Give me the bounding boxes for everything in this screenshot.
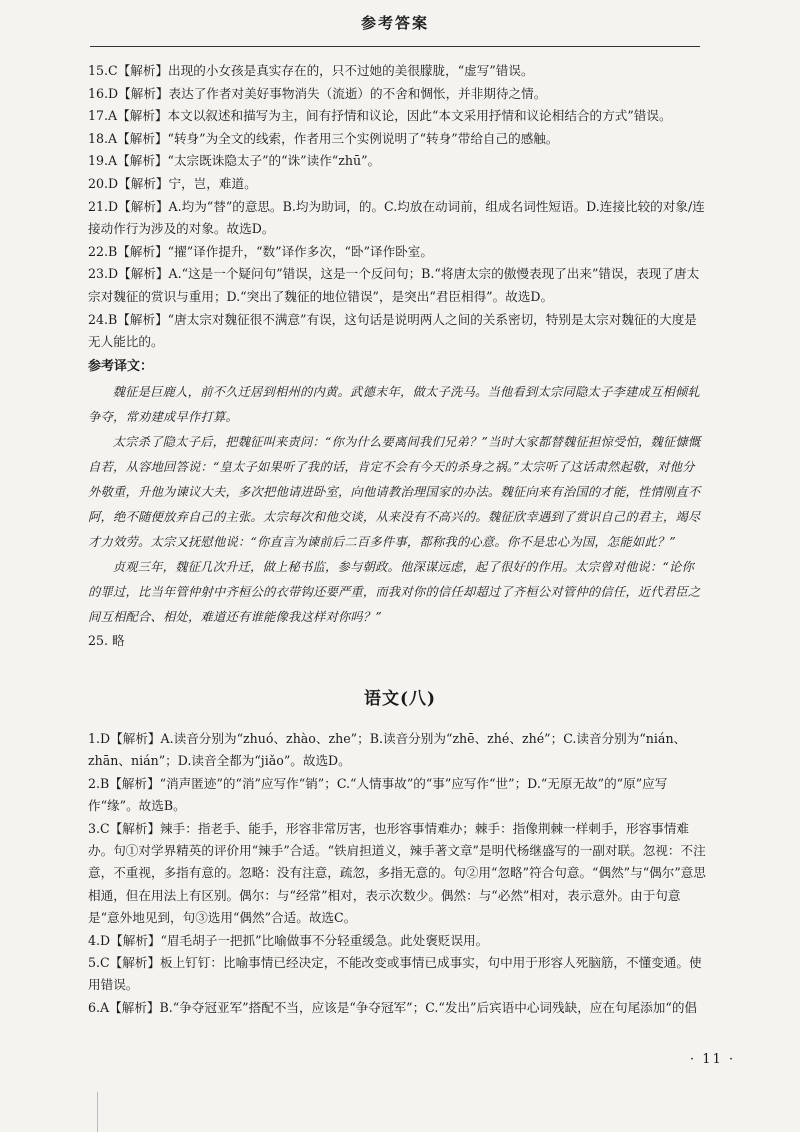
answer-item: 15.C【解析】出现的小女孩是真实存在的，只不过她的美很朦胧，“虚写”错误。 xyxy=(88,63,534,78)
translation-paragraph: 太宗杀了隐太子后，把魏征叫来责问：“你为什么要离间我们兄弟？”当时大家都替魏征担惊受怕，魏征慷慨自若，从容地回答说：“皇太子如果听了我的话，肯定不会有今天的杀身之祸。”太宗听了这话肃然起敬，对他分外敬重，升他为谏议大夫，多次把他请进卧室，向他请教治理国家的办法。魏征向来有治国的才能，性情刚直不阿，绝不随便放弃自己的主张。太宗每次和他交谈，从来没有不高兴的。魏征欣幸遇到了赏识自己的君主，竭尽才力效劳。太宗又抚慰他说：“你直言为谏前后二百多件事，都称我的心意。你不是忠心为国，怎能如此？” xyxy=(88,435,701,550)
answers-section-2 xyxy=(88,728,710,1019)
answer-item: 18.A【解析】“转身”为全文的线索，作者用三个实例说明了“转身”带给自己的感触。 xyxy=(88,130,559,146)
answer-item: 16.D【解析】表达了作者对美好事物消失（流逝）的不舍和惆怅，并非期待之情。 xyxy=(88,85,547,101)
answer-item: 20.D【解析】宁，岂，难道。 xyxy=(88,175,257,191)
answer-item: 23.D【解析】A.“这是一个疑问句”错误，这是一个反问句；B.“将唐太宗的傲慢表现了出来”错误，表现了唐太宗对魏征的赏识与重用；D.“突出了魏征的地位错误”，是突出“君臣相得”。故选D。 xyxy=(88,266,700,304)
answer-item: 2.B【解析】“消声匿迹”的“消”应写作“销”；C.“人情事故”的“事”应写作“世”；D.“无原无故”的“原”应写作“缘”。故选B。 xyxy=(88,775,668,814)
answer-item: 5.C【解析】板上钉钉：比喻事情已经决定，不能改变或事情已成事实，句中用于形容人死脑筋，不懂变通。使用错误。 xyxy=(88,955,702,993)
answer-item: 17.A【解析】本文以叙述和描写为主，间有抒情和议论，因此“本文采用抒情和议论相结合的方式”错误。 xyxy=(88,108,672,124)
answer-item: 24.B【解析】“唐太宗对魏征很不满意”有误，这句话是说明两人之间的关系密切，特别是太宗对魏征的大度是无人能比的。 xyxy=(88,311,697,350)
answer-item: 1.D【解析】A.读音分别为“zhuó、zhào、zhe”；B.读音分别为“zhē、zhé、zhé”；C.读音分别为“nián、zhān、nián”；D.读音全都为“jiǎo”。故选D。 xyxy=(88,731,687,769)
answer-item: 22.B【解析】“擢”译作提升，“数”译作多次，“卧”译作卧室。 xyxy=(88,243,433,259)
binding-line xyxy=(97,1092,98,1132)
page-number: · 11 · xyxy=(690,1052,736,1067)
answers-section-1 xyxy=(88,60,706,653)
translation-label: 参考译文： xyxy=(88,358,154,374)
answer-item: 6.A【解析】B.“争夺冠亚军”搭配不当，应该是“争夺冠军”；C.“发出”后宾语中心词残缺，应在句尾添加“的倡 xyxy=(88,999,698,1015)
answer-item: 3.C【解析】辣手：指老手、能手，形容非常厉害，也形容事情难办；棘手：指像荆棘一样刺手，形容事情难办。句①对学界精英的评价用“辣手”合适。“铁肩担道义，辣手著文章”是明代杨继盛写的一副对联。忽视：不注意，不重视，多指有意的。忽略：没有注意，疏忽，多指无意的。句②用“忽略”符合句意。“偶然”与“偶尔”意思相通，但在用法上有区别。偶尔：与“经常”相对，表示次数少。偶然：与“必然”相对，表示意外。由于句意是“意外地见到，句③选用“偶然”合适。故选C。 xyxy=(88,820,706,926)
answer-item-25: 25. 略 xyxy=(88,633,125,649)
page-header xyxy=(90,0,700,47)
translation-paragraph: 魏征是巨鹿人，前不久迁居到相州的内黄。武德末年，做太子洗马。当他看到太宗同隐太子李建成互相倾轧争夺，常劝建成早作打算。 xyxy=(88,385,700,425)
header-title: 参考答案 xyxy=(360,14,429,32)
answer-item: 21.D【解析】A.均为“替”的意思。B.均为助词，的。C.均放在动词前，组成名词性短语。D.连接比较的对象/连接动作行为涉及的对象。故选D。 xyxy=(88,198,705,237)
answer-item: 19.A【解析】“太宗既诛隐太子”的“诛”读作“zhū”。 xyxy=(88,153,381,169)
answer-item: 4.D【解析】“眉毛胡子一把抓”比喻做事不分轻重缓急。此处褒贬误用。 xyxy=(88,932,489,948)
section-title: 语文(八) xyxy=(363,689,437,709)
translation-paragraph: 贞观三年，魏征几次升迁，做上秘书监，参与朝政。他深谋远虑，起了很好的作用。太宗曾对他说：“论你的罪过，比当年管仲射中齐桓公的衣带钩还要严重，而我对你的信任却超过了齐桓公对管仲的信任，近代君臣之间互相配合、相处，难道还有谁能像我这样对你吗？” xyxy=(88,560,701,625)
